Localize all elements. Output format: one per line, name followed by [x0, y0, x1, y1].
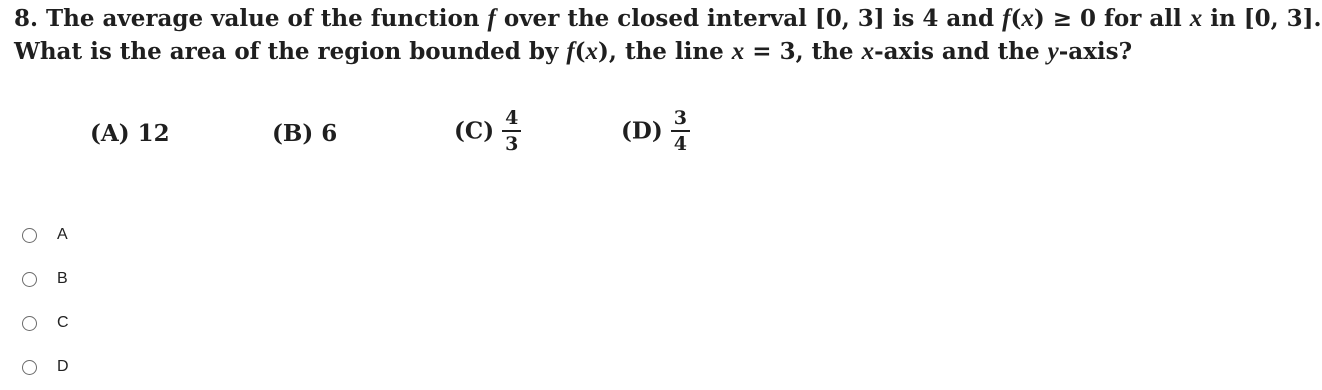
math-variable: x: [585, 38, 599, 65]
answer-option-label: B: [57, 270, 68, 287]
math-variable: x: [861, 38, 875, 65]
choice-c-fraction: [502, 108, 521, 154]
math-variable: x: [731, 38, 745, 65]
question-text-segment: (: [1010, 5, 1022, 32]
question-text-segment: -axis?: [1058, 38, 1133, 65]
choice-b: [272, 120, 337, 147]
choice-c-label: (C): [454, 117, 495, 145]
answer-option-b[interactable]: [22, 270, 68, 288]
question-text-segment: ) ≥ 0 for all: [1033, 5, 1190, 32]
question-text-segment: in [0, 3].: [1202, 5, 1322, 32]
answer-option-label: C: [57, 314, 69, 331]
choice-d-fraction: [671, 108, 690, 154]
question-text-segment: ), the line: [598, 38, 732, 65]
answer-option-label: A: [57, 226, 68, 243]
question-text: [14, 2, 1322, 68]
choice-c: [454, 108, 521, 154]
choice-a: [90, 120, 170, 147]
fraction-numerator: 3: [671, 108, 690, 132]
choice-a-label: (A): [90, 120, 130, 147]
question-text-segment: 8. The average value of the function: [14, 5, 488, 32]
math-variable: x: [1189, 5, 1203, 32]
answer-option-d[interactable]: [22, 358, 69, 376]
radio-button-d[interactable]: [22, 360, 37, 375]
choice-b-value: 6: [321, 120, 338, 147]
question-text-segment: -axis and the: [874, 38, 1048, 65]
question-text-segment: over the closed interval [0, 3] is 4 and: [495, 5, 1003, 32]
radio-button-b[interactable]: [22, 272, 37, 287]
fraction-denominator: 4: [673, 133, 687, 155]
choice-d-label: (D): [621, 117, 663, 145]
fraction-denominator: 3: [505, 133, 519, 155]
choice-d: [621, 108, 690, 154]
radio-button-c[interactable]: [22, 316, 37, 331]
question-text-segment: What is the area of the region bounded by: [14, 38, 567, 65]
fraction-numerator: 4: [502, 108, 521, 132]
answer-option-a[interactable]: [22, 226, 68, 244]
choice-b-label: (B): [272, 120, 314, 147]
question-text-segment: (: [574, 38, 586, 65]
math-variable: f: [1002, 5, 1011, 32]
choice-a-value: 12: [137, 120, 170, 147]
math-variable: f: [566, 38, 575, 65]
math-variable: x: [1021, 5, 1034, 32]
radio-button-a[interactable]: [22, 228, 37, 243]
answer-option-label: D: [57, 358, 69, 375]
question-line-1: [14, 2, 1322, 35]
answer-option-c[interactable]: [22, 314, 69, 332]
math-variable: y: [1047, 38, 1059, 65]
question-line-2: [14, 35, 1194, 68]
question-text-segment: = 3, the: [744, 38, 862, 65]
math-variable: f: [487, 5, 496, 32]
